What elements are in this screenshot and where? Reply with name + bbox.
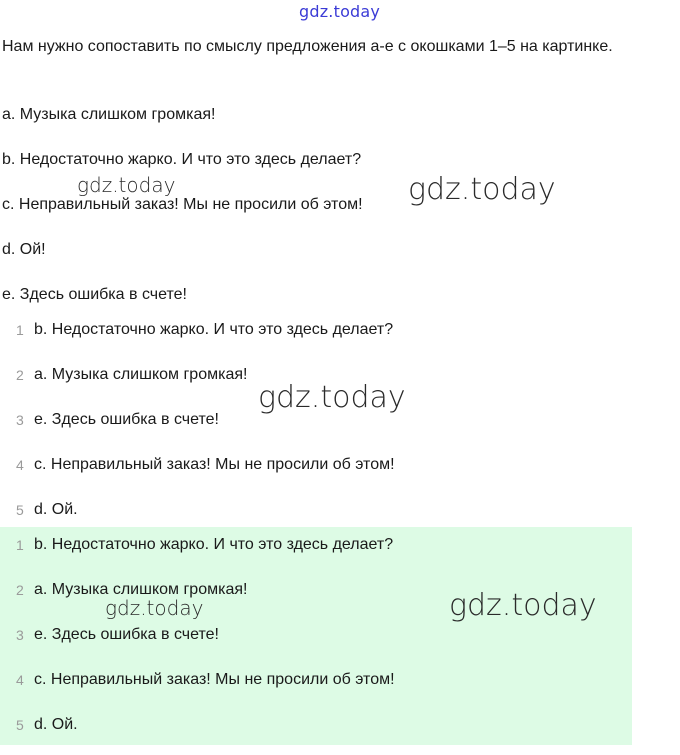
watermark-text: gdz.today	[258, 380, 406, 415]
sentence-item-e: e. Здесь ошибка в счете!	[2, 286, 187, 303]
answer-item	[0, 620, 632, 665]
sentence-item-b: b. Недостаточно жарко. И что это здесь делает?	[2, 151, 362, 168]
answer-text: b. Недостаточно жарко. И что это здесь делает?	[34, 321, 394, 338]
task-intro: Нам нужно сопоставить по смыслу предложения a-e с окошками 1–5 на картинке.	[2, 38, 613, 55]
answer-text: b. Недостаточно жарко. И что это здесь делает?	[34, 536, 394, 553]
answer-number: 2	[16, 582, 24, 598]
answer-text: c. Неправильный заказ! Мы не просили об этом!	[34, 456, 395, 473]
answer-item	[0, 665, 632, 710]
answer-text: a. Музыка слишком громкая!	[34, 366, 248, 383]
watermark-text: gdz.today	[408, 172, 556, 207]
sentence-item-c: c. Неправильный заказ! Мы не просили об этом!	[2, 196, 363, 213]
answer-item	[0, 450, 632, 495]
answer-number: 2	[16, 367, 24, 383]
answer-number: 3	[16, 412, 24, 428]
watermark-text: gdz.today	[449, 588, 597, 623]
answer-number: 5	[16, 502, 24, 518]
answer-text: a. Музыка слишком громкая!	[34, 581, 248, 598]
answer-text: d. Ой.	[34, 716, 78, 733]
answer-list	[0, 315, 632, 540]
sentence-item-d: d. Ой!	[2, 241, 46, 258]
answer-text: d. Ой.	[34, 501, 78, 518]
answer-number: 5	[16, 717, 24, 733]
highlighted-answer-list	[0, 527, 632, 745]
answer-item	[0, 710, 632, 755]
answer-number: 4	[16, 672, 24, 688]
sentence-item-a: a. Музыка слишком громкая!	[2, 106, 216, 123]
answer-text: c. Неправильный заказ! Мы не просили об этом!	[34, 671, 395, 688]
answer-number: 4	[16, 457, 24, 473]
answer-number: 3	[16, 627, 24, 643]
answer-item	[0, 315, 632, 360]
watermark-text: gdz.today	[77, 173, 176, 197]
watermark-text: gdz.today	[105, 596, 204, 620]
answer-text: e. Здесь ошибка в счете!	[34, 411, 219, 428]
answer-text: e. Здесь ошибка в счете!	[34, 626, 219, 643]
answer-number: 1	[16, 537, 24, 553]
answer-item	[0, 530, 632, 575]
header-watermark: gdz.today	[299, 2, 381, 21]
sentence-list	[2, 100, 642, 325]
answer-number: 1	[16, 322, 24, 338]
